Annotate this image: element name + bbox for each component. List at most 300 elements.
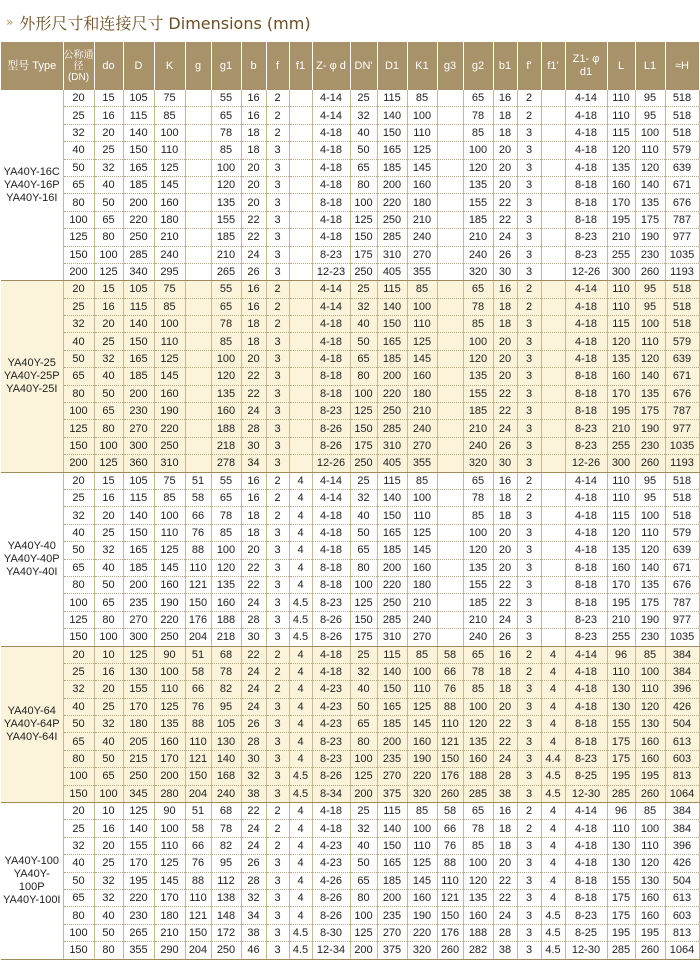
table-cell: 345 xyxy=(123,785,154,802)
table-cell: 8-18 xyxy=(565,559,607,576)
table-cell: 3 xyxy=(517,559,541,576)
table-cell: 24 xyxy=(241,246,266,263)
table-cell: 78 xyxy=(463,298,493,315)
table-cell: 250 xyxy=(350,455,377,472)
table-cell: 360 xyxy=(123,455,154,472)
table-cell: 12-26 xyxy=(312,455,350,472)
table-cell: 155 xyxy=(123,681,154,698)
table-cell: 250 xyxy=(377,403,407,420)
table-cell: 110 xyxy=(607,663,635,680)
model-type-cell xyxy=(1,90,63,281)
table-cell: 160 xyxy=(211,403,241,420)
model-type-label: YA40Y-25I xyxy=(6,382,58,395)
table-cell: 185 xyxy=(377,542,407,559)
table-cell: 4.5 xyxy=(289,924,312,941)
table-cell: 100 xyxy=(94,629,123,646)
table-cell xyxy=(437,333,463,350)
table-cell: 2 xyxy=(266,820,289,837)
table-cell: 426 xyxy=(665,698,699,715)
table-cell: 66 xyxy=(185,681,211,698)
table-cell: 110 xyxy=(635,524,665,541)
table-cell: 50 xyxy=(350,333,377,350)
table-cell: 110 xyxy=(437,716,463,733)
table-cell: 115 xyxy=(607,316,635,333)
table-cell: 160 xyxy=(407,368,437,385)
header-g3: g3 xyxy=(437,42,463,90)
table-row xyxy=(1,437,699,454)
table-cell xyxy=(289,263,312,280)
table-cell: 396 xyxy=(665,681,699,698)
table-cell xyxy=(185,350,211,367)
table-cell: 100 xyxy=(635,820,665,837)
table-cell: 26 xyxy=(493,629,517,646)
table-cell: 16 xyxy=(241,281,266,298)
table-cell: 4.5 xyxy=(289,594,312,611)
table-cell: 12-26 xyxy=(565,263,607,280)
table-cell: 3 xyxy=(266,768,289,785)
table-row xyxy=(1,733,699,750)
table-cell: 160 xyxy=(407,559,437,576)
table-cell: 320 xyxy=(463,455,493,472)
table-cell: 220 xyxy=(377,385,407,402)
table-cell xyxy=(541,524,565,541)
header-b1: b1 xyxy=(493,42,517,90)
table-row xyxy=(1,124,699,141)
table-cell: 160 xyxy=(407,889,437,906)
table-cell: 185 xyxy=(377,350,407,367)
table-cell: 8-18 xyxy=(565,385,607,402)
table-cell: 787 xyxy=(665,403,699,420)
model-group xyxy=(1,803,699,960)
model-type-label: YA40Y-100 xyxy=(4,854,59,867)
table-cell: 813 xyxy=(665,768,699,785)
table-cell: 18 xyxy=(493,298,517,315)
table-cell: 22 xyxy=(241,576,266,593)
table-cell: 240 xyxy=(407,611,437,628)
table-cell: 4 xyxy=(289,820,312,837)
table-cell: 250 xyxy=(123,229,154,246)
table-cell xyxy=(289,368,312,385)
table-cell: 68 xyxy=(211,803,241,820)
table-cell: 8-18 xyxy=(565,176,607,193)
table-cell: 24 xyxy=(241,663,266,680)
table-cell: 16 xyxy=(94,298,123,315)
table-cell: 195 xyxy=(123,872,154,889)
table-row xyxy=(1,646,699,663)
table-cell: 32 xyxy=(350,107,377,124)
table-cell: 518 xyxy=(665,124,699,141)
table-cell: 80 xyxy=(63,576,94,593)
table-cell xyxy=(437,455,463,472)
table-cell: 2 xyxy=(266,681,289,698)
table-cell: 160 xyxy=(607,559,635,576)
table-cell: 32 xyxy=(63,316,94,333)
table-cell: 65 xyxy=(94,403,123,420)
table-cell: 120 xyxy=(607,333,635,350)
table-cell: 38 xyxy=(241,924,266,941)
table-cell: 120 xyxy=(635,542,665,559)
table-cell: 8-18 xyxy=(565,576,607,593)
table-cell: 80 xyxy=(63,907,94,924)
table-cell xyxy=(437,576,463,593)
table-cell: 250 xyxy=(377,211,407,228)
table-cell: 175 xyxy=(350,246,377,263)
table-cell: 25 xyxy=(94,524,123,541)
table-cell: 88 xyxy=(437,698,463,715)
table-cell: 28 xyxy=(493,924,517,941)
table-cell xyxy=(289,403,312,420)
table-cell: 150 xyxy=(123,524,154,541)
table-cell: 20 xyxy=(493,855,517,872)
table-cell: 112 xyxy=(211,872,241,889)
table-cell: 3 xyxy=(517,681,541,698)
table-cell: 250 xyxy=(154,629,185,646)
table-cell: 66 xyxy=(437,663,463,680)
table-cell: 76 xyxy=(437,837,463,854)
table-cell: 95 xyxy=(635,489,665,506)
table-cell: 100 xyxy=(463,333,493,350)
table-cell: 100 xyxy=(63,403,94,420)
table-cell: 613 xyxy=(665,733,699,750)
table-cell: 34 xyxy=(241,455,266,472)
table-cell: 50 xyxy=(63,350,94,367)
table-cell: 100 xyxy=(94,785,123,802)
table-cell: 4 xyxy=(541,872,565,889)
table-cell: 150 xyxy=(377,507,407,524)
header-f-prime: f' xyxy=(517,42,541,90)
table-cell: 16 xyxy=(94,663,123,680)
table-cell: 100 xyxy=(635,507,665,524)
table-cell: 3 xyxy=(517,924,541,941)
table-cell: 3 xyxy=(266,437,289,454)
table-cell: 50 xyxy=(63,542,94,559)
table-cell: 8-26 xyxy=(312,768,350,785)
table-cell: 220 xyxy=(407,924,437,941)
table-cell: 3 xyxy=(266,159,289,176)
table-row xyxy=(1,507,699,524)
table-cell: 50 xyxy=(94,194,123,211)
table-cell: 2 xyxy=(517,646,541,663)
table-cell: 40 xyxy=(94,733,123,750)
table-cell: 150 xyxy=(377,681,407,698)
table-cell: 205 xyxy=(123,733,154,750)
table-cell: 26 xyxy=(241,716,266,733)
table-cell: 176 xyxy=(437,768,463,785)
section-title-text: 外形尺寸和连接尺寸 Dimensions (mm) xyxy=(19,13,311,33)
table-cell: 120 xyxy=(635,698,665,715)
table-cell: 140 xyxy=(635,368,665,385)
table-row xyxy=(1,907,699,924)
table-cell: 3 xyxy=(517,403,541,420)
table-cell: 4.5 xyxy=(289,942,312,959)
table-cell: 148 xyxy=(211,907,241,924)
table-cell: 3 xyxy=(517,524,541,541)
table-cell: 22 xyxy=(241,229,266,246)
table-cell: 3 xyxy=(266,733,289,750)
table-cell: 185 xyxy=(123,176,154,193)
table-cell xyxy=(185,194,211,211)
table-cell: 4.5 xyxy=(289,629,312,646)
table-cell: 155 xyxy=(607,872,635,889)
table-cell: 4-14 xyxy=(312,281,350,298)
table-cell: 977 xyxy=(665,229,699,246)
table-cell xyxy=(185,368,211,385)
table-cell: 4-18 xyxy=(312,820,350,837)
table-cell: 160 xyxy=(407,176,437,193)
table-cell: 20 xyxy=(493,176,517,193)
table-cell: 135 xyxy=(211,194,241,211)
table-cell: 200 xyxy=(377,889,407,906)
table-cell: 3 xyxy=(517,872,541,889)
table-cell: 150 xyxy=(185,924,211,941)
model-group xyxy=(1,646,699,803)
table-cell: 375 xyxy=(377,942,407,959)
model-group xyxy=(1,472,699,646)
table-cell: 220 xyxy=(377,576,407,593)
table-cell: 170 xyxy=(607,194,635,211)
table-cell: 125 xyxy=(350,768,377,785)
table-cell: 135 xyxy=(635,385,665,402)
table-cell: 38 xyxy=(493,942,517,959)
table-cell: 8-23 xyxy=(565,611,607,628)
table-cell: 4.5 xyxy=(541,942,565,959)
table-cell: 405 xyxy=(377,455,407,472)
table-cell: 130 xyxy=(607,837,635,854)
table-cell: 32 xyxy=(94,716,123,733)
table-row xyxy=(1,263,699,280)
header-D1: D1 xyxy=(377,42,407,90)
table-cell: 639 xyxy=(665,159,699,176)
table-cell: 8-23 xyxy=(312,403,350,420)
table-cell: 115 xyxy=(377,646,407,663)
section-title xyxy=(6,8,311,36)
table-cell: 50 xyxy=(350,855,377,872)
table-cell: 140 xyxy=(377,489,407,506)
table-cell: 100 xyxy=(154,507,185,524)
table-cell: 2 xyxy=(266,90,289,107)
table-cell: 3 xyxy=(517,698,541,715)
table-cell: 22 xyxy=(493,194,517,211)
table-row xyxy=(1,176,699,193)
table-cell xyxy=(437,159,463,176)
table-cell: 30 xyxy=(241,629,266,646)
table-cell xyxy=(289,194,312,211)
table-cell: 4-14 xyxy=(312,90,350,107)
model-type-cell xyxy=(1,803,63,960)
table-cell: 4-18 xyxy=(312,316,350,333)
table-cell: 20 xyxy=(94,681,123,698)
table-cell: 65 xyxy=(350,872,377,889)
table-cell: 3 xyxy=(266,594,289,611)
table-cell: 977 xyxy=(665,611,699,628)
table-cell: 125 xyxy=(407,855,437,872)
table-cell: 3 xyxy=(517,194,541,211)
table-cell xyxy=(289,437,312,454)
table-cell: 76 xyxy=(185,524,211,541)
table-cell: 175 xyxy=(607,889,635,906)
table-cell: 3 xyxy=(266,889,289,906)
table-cell: 255 xyxy=(607,437,635,454)
table-cell: 2 xyxy=(266,472,289,489)
table-cell: 210 xyxy=(463,420,493,437)
table-cell: 85 xyxy=(154,298,185,315)
table-cell: 18 xyxy=(241,316,266,333)
table-cell xyxy=(541,176,565,193)
table-cell: 120 xyxy=(463,350,493,367)
table-cell: 135 xyxy=(154,716,185,733)
table-cell: 285 xyxy=(377,229,407,246)
table-cell: 121 xyxy=(437,733,463,750)
table-cell: 120 xyxy=(635,855,665,872)
table-cell: 270 xyxy=(407,246,437,263)
table-cell: 3 xyxy=(517,211,541,228)
table-cell: 150 xyxy=(185,594,211,611)
header-b: b xyxy=(241,42,266,90)
table-cell: 195 xyxy=(607,594,635,611)
table-cell: 2 xyxy=(517,489,541,506)
table-cell: 2 xyxy=(266,646,289,663)
table-cell: 200 xyxy=(377,559,407,576)
table-cell: 4-18 xyxy=(565,298,607,315)
table-cell: 4-18 xyxy=(312,142,350,159)
table-cell: 4-14 xyxy=(312,107,350,124)
table-cell: 8-18 xyxy=(565,716,607,733)
table-cell: 518 xyxy=(665,316,699,333)
table-cell: 46 xyxy=(241,942,266,959)
table-cell: 396 xyxy=(665,837,699,854)
table-cell: 2 xyxy=(266,124,289,141)
table-cell: 125 xyxy=(123,803,154,820)
table-row xyxy=(1,350,699,367)
table-cell: 78 xyxy=(211,316,241,333)
table-cell: 4 xyxy=(289,889,312,906)
table-cell: 78 xyxy=(211,124,241,141)
table-cell: 1035 xyxy=(665,437,699,454)
table-cell: 170 xyxy=(123,698,154,715)
table-cell: 2 xyxy=(266,507,289,524)
table-cell: 260 xyxy=(635,263,665,280)
table-cell: 195 xyxy=(607,924,635,941)
table-cell xyxy=(437,524,463,541)
table-cell xyxy=(541,159,565,176)
table-cell: 125 xyxy=(350,594,377,611)
table-cell xyxy=(541,489,565,506)
table-cell xyxy=(541,107,565,124)
table-cell: 130 xyxy=(211,733,241,750)
table-cell: 65 xyxy=(463,472,493,489)
table-cell: 3 xyxy=(517,420,541,437)
table-cell: 100 xyxy=(211,350,241,367)
table-cell: 4-18 xyxy=(565,820,607,837)
table-cell: 175 xyxy=(350,629,377,646)
table-cell: 1193 xyxy=(665,455,699,472)
table-cell: 200 xyxy=(123,385,154,402)
table-cell: 3 xyxy=(517,942,541,959)
table-cell: 150 xyxy=(123,142,154,159)
table-cell: 12-23 xyxy=(312,263,350,280)
table-cell: 204 xyxy=(185,942,211,959)
table-cell xyxy=(185,142,211,159)
table-cell: 18 xyxy=(241,124,266,141)
table-cell: 180 xyxy=(123,716,154,733)
table-cell: 603 xyxy=(665,750,699,767)
table-cell: 8-18 xyxy=(565,594,607,611)
table-cell: 282 xyxy=(463,942,493,959)
table-cell: 145 xyxy=(154,559,185,576)
table-cell: 210 xyxy=(607,420,635,437)
table-cell: 813 xyxy=(665,924,699,941)
table-cell: 8-23 xyxy=(565,420,607,437)
table-cell: 51 xyxy=(185,472,211,489)
model-type-cell xyxy=(1,646,63,803)
table-cell: 4 xyxy=(541,716,565,733)
table-cell: 160 xyxy=(635,889,665,906)
table-cell: 4-18 xyxy=(312,350,350,367)
table-cell: 4-23 xyxy=(312,681,350,698)
table-cell: 100 xyxy=(94,246,123,263)
table-cell: 3 xyxy=(517,837,541,854)
table-cell: 2 xyxy=(266,107,289,124)
table-cell xyxy=(437,350,463,367)
table-cell: 175 xyxy=(635,211,665,228)
table-cell: 58 xyxy=(185,663,211,680)
table-cell: 32 xyxy=(94,889,123,906)
table-cell: 160 xyxy=(154,733,185,750)
table-cell: 24 xyxy=(241,837,266,854)
table-cell: 504 xyxy=(665,872,699,889)
table-cell: 20 xyxy=(63,281,94,298)
table-cell: 204 xyxy=(185,785,211,802)
table-cell: 4-18 xyxy=(312,211,350,228)
table-cell: 24 xyxy=(241,681,266,698)
table-cell xyxy=(437,107,463,124)
table-cell: 355 xyxy=(407,455,437,472)
table-cell: 125 xyxy=(154,698,185,715)
table-cell: 185 xyxy=(123,559,154,576)
table-row xyxy=(1,768,699,785)
double-chevron-icon: » xyxy=(6,15,12,29)
table-cell: 100 xyxy=(63,924,94,941)
table-cell: 130 xyxy=(635,716,665,733)
table-cell: 210 xyxy=(407,403,437,420)
table-cell: 12-30 xyxy=(565,785,607,802)
table-cell: 121 xyxy=(185,750,211,767)
table-cell: 310 xyxy=(377,246,407,263)
header-do: do xyxy=(94,42,123,90)
table-cell: 3 xyxy=(266,524,289,541)
table-cell: 4.5 xyxy=(289,611,312,628)
table-cell: 4-23 xyxy=(312,698,350,715)
table-cell xyxy=(541,124,565,141)
table-cell: 2 xyxy=(517,803,541,820)
table-cell: 2 xyxy=(517,472,541,489)
table-cell: 160 xyxy=(211,594,241,611)
table-cell: 20 xyxy=(493,159,517,176)
table-cell: 4-18 xyxy=(565,316,607,333)
table-cell: 78 xyxy=(463,820,493,837)
table-cell: 16 xyxy=(94,489,123,506)
table-cell: 100 xyxy=(350,194,377,211)
table-cell: 32 xyxy=(241,768,266,785)
table-cell: 4-18 xyxy=(565,159,607,176)
table-cell: 150 xyxy=(63,629,94,646)
table-cell: 3 xyxy=(517,542,541,559)
table-cell xyxy=(185,124,211,141)
table-cell xyxy=(185,211,211,228)
table-cell: 200 xyxy=(377,176,407,193)
table-cell: 110 xyxy=(407,507,437,524)
header-dn-prime: DN' xyxy=(350,42,377,90)
